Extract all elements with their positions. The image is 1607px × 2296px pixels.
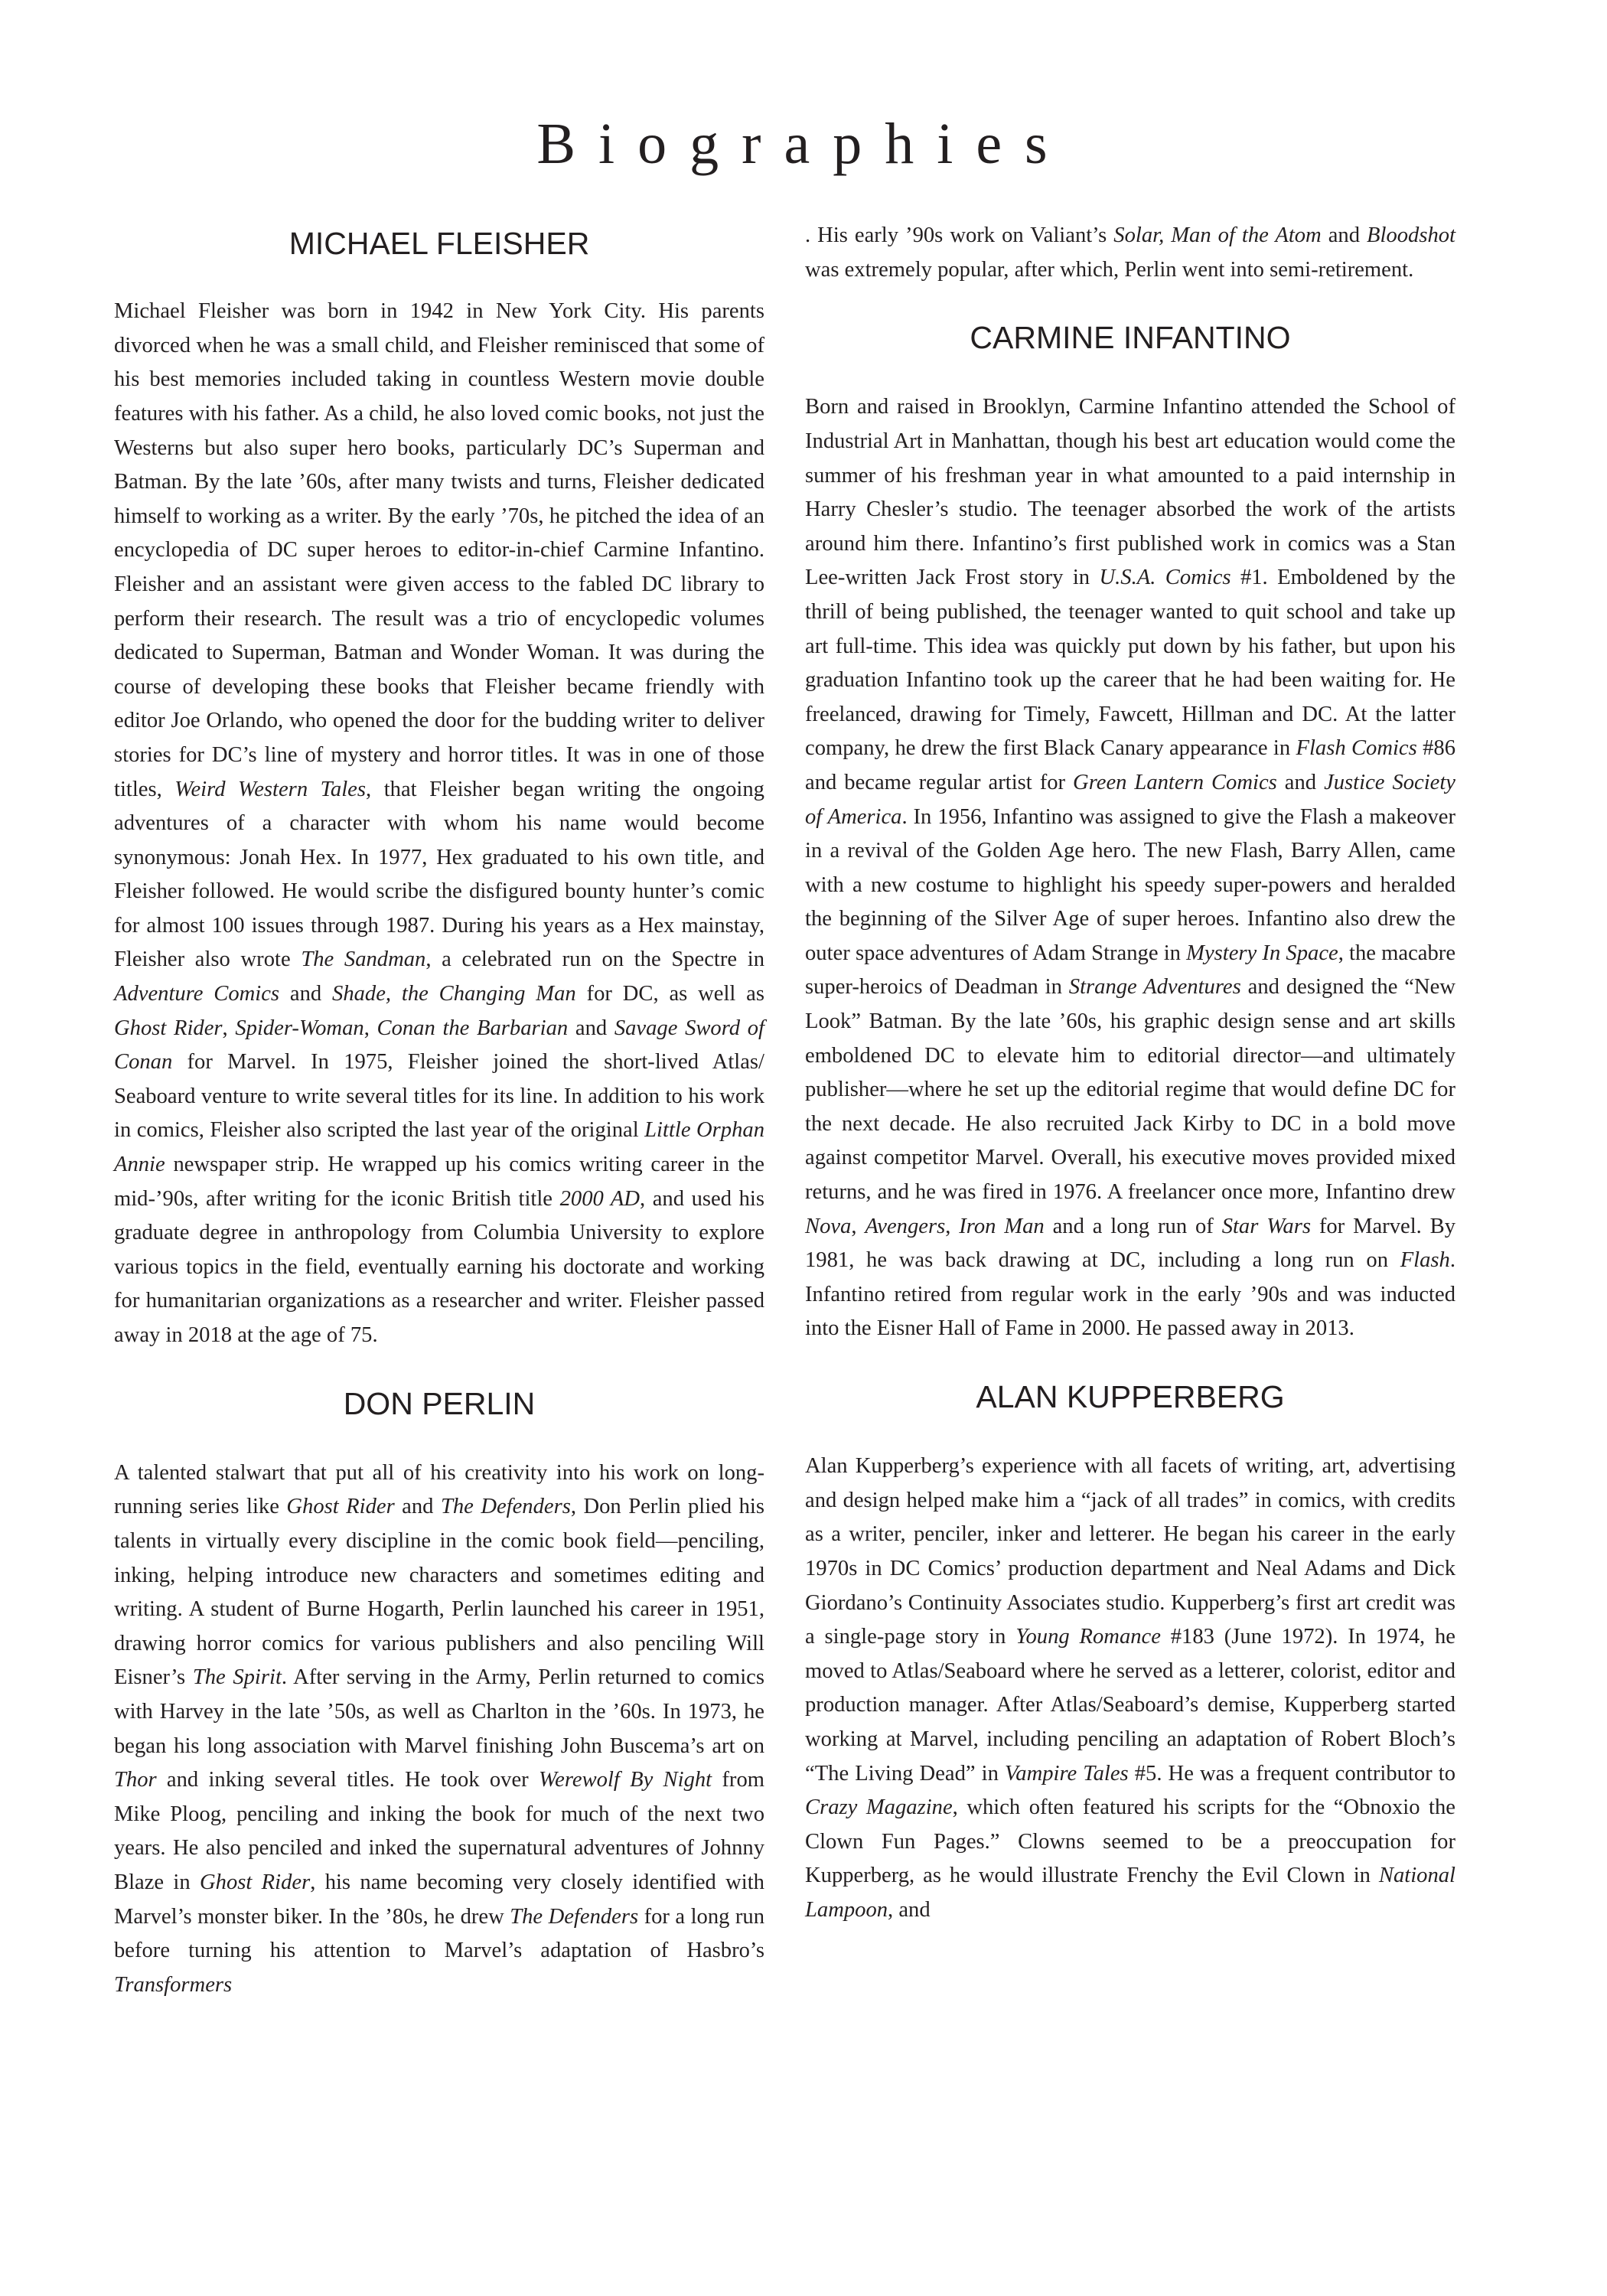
text-run: #1. Emboldened by the thrill of being published, the teenager wanted to quit school and take up art full-time. This idea was quickly put down by his father, but upon his graduation Infantino took up the career that he had been waiting for. He freelanced, drawing for Timely, Fawcett, Hillman and DC. At the latter company, he drew the first Black Canary appearance in — [805, 566, 1455, 761]
text-run: and designed the “New Look” Batman. By the late ’60s, his graphic design sense and art skills emboldened DC to elevate him to editorial director—and ultimately publisher—where he set up the editorial regime that would define DC for the next decade. He also recruited Jack Kirby to DC in a bold move against competitor Marvel. Overall, his executive moves provided mixed returns, and he was fired in 1976. A freelancer once more, Infantino drew — [805, 975, 1455, 1205]
text-run: and a long run of — [1044, 1214, 1222, 1238]
text-run: . Infantino retired from regular work in the early ’90s and was inducted into the Eisner Hall of Fame in 2000. He passed away in 2013. — [805, 1248, 1455, 1341]
text-run: , that Fleisher began writing the ongoing adventures of a character with whom his name would become synonymous: Jonah Hex. In 1977, Hex graduated to his own title, and Fleisher followed. He would scribe the disfigured bounty hunter’s comic for almost 100 issues through 1987. During his years as a Hex mainstay, Fleisher also wrote — [114, 777, 764, 972]
text-run: , his name becoming very closely identified with Marvel’s monster biker. In the ’80s, he drew — [114, 1870, 764, 1929]
italic-title: Justice Society of America — [805, 770, 1456, 829]
italic-title: Vampire Tales — [1004, 1761, 1129, 1786]
text-run: newspaper strip. He wrapped up his comics writing career in the mid-’90s, after writing for the iconic British title — [114, 1153, 764, 1211]
text-run: A talented stalwart that put all of his creativity into his work on long-running series like — [114, 1460, 764, 1519]
italic-title: The Sandman — [301, 947, 426, 972]
italic-title: Crazy Magazine — [805, 1795, 953, 1820]
text-run: , — [222, 1016, 236, 1040]
text-run: , Don Perlin plied his talents in virtually every discipline in the comic book field—penciling, inking, helping introduce new characters and sometimes editing and writing. A student of Burne Hogarth, Perlin launched his career in 1951, drawing horror comics for various publishers and also penciling Will Eisner’s — [114, 1495, 764, 1690]
text-run: #5. He was a frequent contributor to — [1128, 1761, 1456, 1786]
italic-title: The Defenders — [510, 1904, 639, 1929]
italic-title: The Spirit — [192, 1665, 282, 1690]
italic-title: Savage Sword of Conan — [114, 1016, 765, 1075]
bio-heading-perlin: DON PERLIN — [343, 1385, 536, 1421]
page-title: Biographies — [536, 112, 1071, 176]
bio-text-infantino — [805, 390, 1455, 1346]
text-run: for DC, as well as — [575, 982, 764, 1006]
text-run: for Marvel. By 1981, he was back drawing at DC, including a long run on — [805, 1214, 1456, 1273]
bio-heading-kupperberg: ALAN KUPPERBERG — [976, 1379, 1285, 1414]
italic-title: Ghost Rider — [200, 1870, 311, 1894]
italic-title: Strange Adventures — [1068, 975, 1241, 1000]
italic-title: Little Orphan Annie — [114, 1118, 764, 1177]
text-run: , — [363, 1016, 377, 1040]
text-run: , — [945, 1214, 960, 1238]
bio-heading-fleisher: MICHAEL FLEISHER — [288, 226, 590, 261]
italic-title: Weird Western Tales — [174, 777, 366, 801]
text-run: #183 (June 1972). In 1974, he moved to Atlas/Seaboard where he served as a letterer, colorist, editor and production manager. After Atlas/Seaboard’s demise, Kupperberg started working at Marvel, including penciling an adaptation of Robert Bloch’s “The Living Dead” in — [805, 1625, 1456, 1786]
right-column — [805, 219, 1455, 1928]
italic-title: Shade, the Changing Man — [332, 982, 576, 1006]
italic-title: Solar, Man of the Atom — [1113, 223, 1322, 247]
text-run: , the macabre super-heroics of Deadman in — [805, 941, 1456, 1000]
italic-title: National Lampoon — [805, 1864, 1455, 1922]
text-run: Michael Fleisher was born in 1942 in New York City. His parents divorced when he was a small child, and Fleisher reminisced that some of his best memories included taking in countless Western movie double features with his father. As a child, he also loved comic books, not just the Westerns but also super hero books, particularly DC’s Superman and Batman. By the late ’60s, after many twists and turns, Fleisher dedicated himself to working as a writer. By the early ’70s, he pitched the idea of an encyclopedia of DC super heroes to editor-in-chief Carmine Infantino. Fleisher and an assistant were given access to the fabled DC library to perform their research. The result was a trio of encyclopedic volumes dedicated to Superman, Batman and Wonder Woman. It was during the course of developing these books that Fleisher became friendly with editor Joe Orlando, who opened the door for the budding writer to deliver stories for DC’s line of mystery and horror titles. It was in one of those titles, — [114, 299, 764, 801]
bio-text-perlin-part2 — [805, 219, 1455, 287]
italic-title: Ghost Rider — [286, 1495, 395, 1519]
text-run: #86 and became regular artist for — [805, 736, 1455, 794]
text-run: . In 1956, Infantino was assigned to give the Flash a makeover in a revival of the Golden Age hero. The new Flash, Barry Allen, came with a new costume to highlight his speedy super-powers and heralded the beginning of the Silver Age of super heroes. Infantino also drew the outer space adventures of Adam Strange in — [805, 804, 1455, 965]
text-run: Alan Kupperberg’s experience with all facets of writing, art, advertising and design helped make him a “jack of all trades” in comics, with credits as a writer, penciler, inker and letterer. He began his career in the early 1970s in DC Comics’ production department and Neal Adams and Dick Giordano’s Continuity Associates studio. Kupperberg’s first art credit was a single-page story in — [805, 1454, 1455, 1649]
text-run: . After serving in the Army, Perlin returned to comics with Harvey in the late ’50s, as well as Charlton in the ’60s. In 1973, he began his long association with Marvel finishing John Buscema’s art on — [114, 1665, 764, 1758]
text-run: and — [1276, 770, 1325, 794]
italic-title: 2000 AD — [559, 1186, 640, 1211]
left-column — [114, 219, 764, 2002]
bio-text-kupperberg — [805, 1450, 1455, 1927]
italic-title: The Defenders — [440, 1495, 571, 1519]
text-run: . His early ’90s work on Valiant’s — [805, 223, 1114, 247]
text-run: , and used his graduate degree in anthropology from Columbia University to explore various topics in the field, eventually earning his doctorate and working for humanitarian organizations as a researcher and writer. Fleisher passed away in 2018 at the age of 75. — [114, 1186, 764, 1347]
italic-title: Mystery In Space — [1186, 941, 1338, 965]
text-run: and — [1321, 223, 1367, 247]
italic-title: Spider-Woman — [235, 1016, 364, 1040]
bio-text-perlin-part1 — [114, 1456, 764, 2003]
italic-title: Werewolf By Night — [538, 1768, 712, 1792]
italic-title: Bloodshot — [1367, 223, 1456, 247]
italic-title: Star Wars — [1221, 1214, 1311, 1238]
italic-title: Thor — [114, 1768, 157, 1792]
text-run: and — [279, 982, 333, 1006]
text-run: , a celebrated run on the Spectre in — [425, 947, 764, 972]
italic-title: Nova — [805, 1214, 852, 1238]
text-run: and — [568, 1016, 614, 1040]
bio-text-fleisher — [114, 295, 764, 1352]
italic-title: Iron Man — [959, 1214, 1045, 1238]
text-run: for Marvel. In 1975, Fleisher joined the short-lived Atlas/ Seaboard venture to write several titles for its line. In addition to his work in comics, Fleisher also scripted the last year of the original — [114, 1050, 764, 1143]
italic-title: Avengers — [865, 1214, 946, 1238]
italic-title: U.S.A. Comics — [1099, 566, 1231, 590]
text-run: and — [394, 1495, 441, 1519]
text-run: , — [851, 1214, 865, 1238]
italic-title: Flash — [1400, 1248, 1450, 1273]
text-run: and inking several titles. He took over — [156, 1768, 539, 1792]
bio-heading-infantino: CARMINE INFANTINO — [970, 320, 1291, 356]
italic-title: Green Lantern Comics — [1073, 770, 1277, 794]
italic-title: Flash Comics — [1296, 736, 1417, 761]
text-run: , and — [888, 1897, 931, 1922]
text-run: from Mike Ploog, penciling and inking the book for much of the next two years. He also penciled and inked the supernatural adventures of Johnny Blaze in — [114, 1768, 764, 1894]
italic-title: Ghost Rider — [114, 1016, 223, 1040]
italic-title: Transformers — [114, 1972, 233, 1997]
text-run: was extremely popular, after which, Perlin went into semi-retirement. — [805, 257, 1414, 282]
italic-title: Young Romance — [1015, 1625, 1161, 1649]
text-run: for a long run before turning his attention to Marvel’s adaptation of Hasbro’s — [114, 1904, 765, 1963]
text-run: , which often featured his scripts for the “Obnoxio the Clown Fun Pages.” Clowns seemed to be a preoccupation for Kupperberg, as he would illustrate Frenchy the Evil Clown in — [805, 1795, 1455, 1888]
text-run: Born and raised in Brooklyn, Carmine Infantino attended the School of Industrial Art in Manhattan, though his best art education would come the summer of his freshman year in what amounted to a paid internship in Harry Chesler’s studio. The teenager absorbed the work of the artists around him there. Infantino’s first published work in comics was a Stan Lee-written Jack Frost story in — [805, 395, 1455, 590]
italic-title: Conan the Barbarian — [376, 1016, 569, 1040]
italic-title: Adventure Comics — [114, 982, 280, 1006]
